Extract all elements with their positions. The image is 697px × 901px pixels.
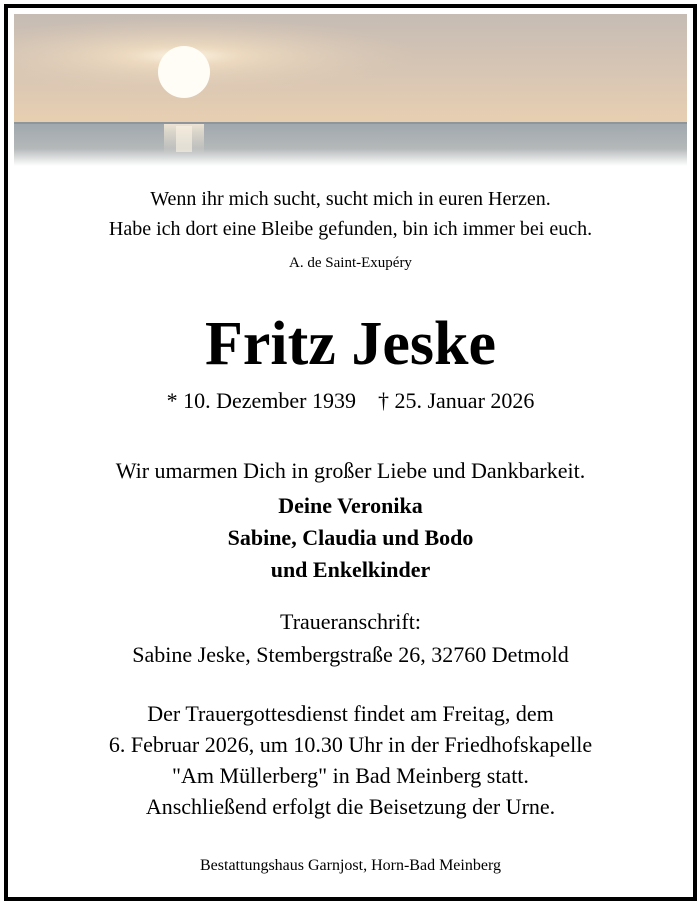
service-line: 6. Februar 2026, um 10.30 Uhr in der Friedhofskapelle: [108, 732, 593, 757]
service-line: "Am Müllerberg" in Bad Meinberg statt.: [172, 763, 529, 788]
mourner-line: Deine Veronika: [278, 493, 423, 518]
funeral-home: Bestattungshaus Garnjost, Horn-Bad Meinberg: [200, 857, 501, 874]
service-info: [8, 698, 693, 822]
obituary-frame: [4, 4, 697, 901]
sunset-sea-photo: [14, 14, 687, 166]
quote-line: Wenn ihr mich sucht, sucht mich in euren Herzen.: [150, 188, 551, 210]
death-date: † 25. Januar 2026: [377, 388, 535, 413]
quote-author: A. de Saint-Exupéry: [289, 255, 412, 271]
dedication-text: Wir umarmen Dich in großer Liebe und Dankbarkeit.: [115, 458, 586, 483]
life-dates: [8, 386, 693, 416]
birth-date: * 10. Dezember 1939: [166, 388, 356, 413]
address-value: Sabine Jeske, Stembergstraße 26, 32760 Detmold: [132, 642, 569, 667]
quote-line: Habe ich dort eine Bleibe gefunden, bin ich immer bei euch.: [108, 218, 593, 240]
quote: [8, 184, 693, 244]
mourning-address: [8, 605, 693, 671]
service-line: Der Trauergottesdienst findet am Freitag, dem: [147, 701, 554, 726]
mourner-line: Sabine, Claudia und Bodo: [227, 525, 474, 550]
mourners-list: [8, 490, 693, 586]
deceased-name: Fritz Jeske: [205, 310, 496, 378]
service-line: Anschließend erfolgt die Beisetzung der Urne.: [145, 794, 556, 819]
mourner-line: und Enkelkinder: [270, 557, 431, 582]
address-label: Traueranschrift:: [280, 609, 421, 634]
